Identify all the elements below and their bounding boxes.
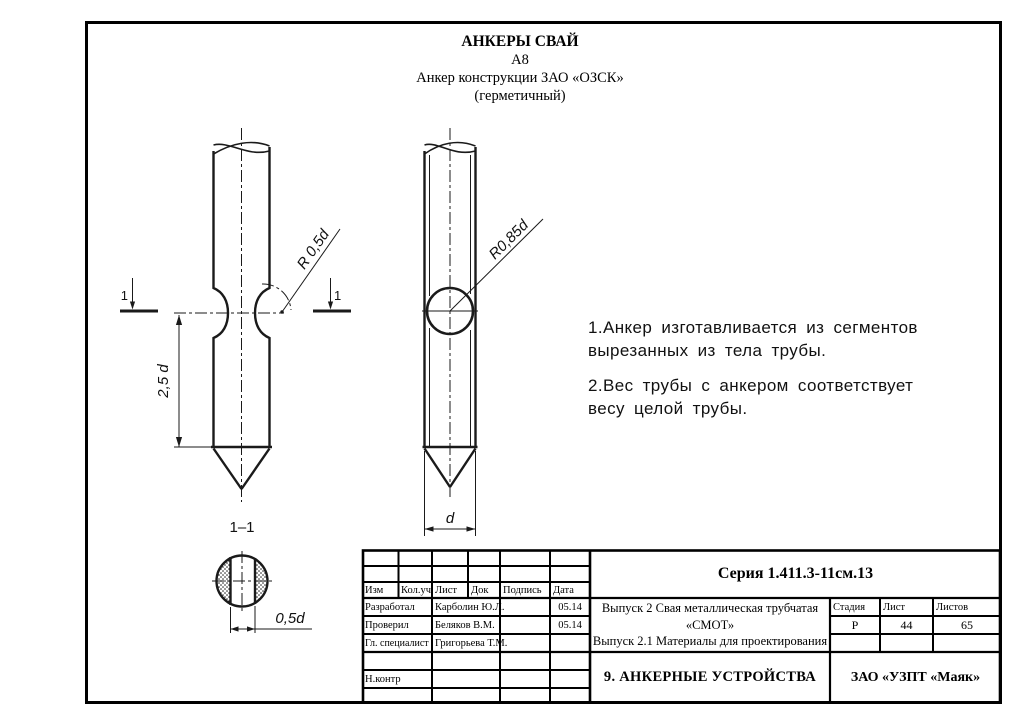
issue-line-2: «СМОТ» xyxy=(685,617,735,632)
note-2: 2.Вес трубы с анкером соответствует весу целой трубы. xyxy=(588,376,914,418)
staff-name-chief-specialist: Григорьева Т.М. xyxy=(435,637,508,649)
col-header-date: Дата xyxy=(553,584,574,596)
anchor-mark: А8 xyxy=(511,52,529,68)
issue-line-3: Выпуск 2.1 Материалы для проектирования xyxy=(592,634,828,649)
staff-role-chief-specialist: Гл. специалист xyxy=(365,637,429,649)
page-title: АНКЕРЫ СВАЙ xyxy=(461,33,579,50)
radius-leader xyxy=(450,219,543,311)
sheets-column-label: Листов xyxy=(936,601,969,613)
sheet-number: 44 xyxy=(900,617,913,632)
col-header-kol: Кол.уч xyxy=(401,584,431,596)
anchor-type: (герметичный) xyxy=(474,88,566,104)
section-width-label: 0,5d xyxy=(275,610,305,627)
col-header-sign: Подпись xyxy=(503,584,542,596)
section-view-label: 1–1 xyxy=(229,519,255,536)
note-1: 1.Анкер изготавливается из сегментов вырезанных из тела трубы. xyxy=(588,318,918,360)
diameter-label: d xyxy=(445,510,455,527)
section-mark-label-left: 1 xyxy=(120,288,128,303)
col-header-izm: Изм xyxy=(365,584,384,596)
company-name: ЗАО «УЗПТ «Маяк» xyxy=(850,669,981,685)
right-pile-view xyxy=(422,128,543,536)
staff-role-developer: Разработал xyxy=(365,601,415,613)
section-title: 9. АНКЕРНЫЕ УСТРОЙСТВА xyxy=(603,669,817,685)
staff-date-developer: 05.14 xyxy=(558,601,582,613)
staff-name-developer: Карболин Ю.Л. xyxy=(435,601,505,613)
staff-date-checker: 05.14 xyxy=(558,619,582,631)
col-header-dok: Док xyxy=(471,584,489,596)
left-pile-view xyxy=(120,128,351,502)
radius-label-left-pile: R 0,5d xyxy=(293,226,333,273)
issue-description xyxy=(590,598,830,652)
length-dimension-label: 2,5 d xyxy=(155,364,172,398)
stage-column-label: Стадия xyxy=(833,601,866,613)
anchor-description: Анкер конструкции ЗАО «ОЗСК» xyxy=(416,70,624,86)
sheet-column-label: Лист xyxy=(883,601,905,613)
issue-line-1: Выпуск 2 Свая металлическая трубчатая xyxy=(601,601,819,616)
col-header-list: Лист xyxy=(435,584,457,596)
staff-name-checker: Беляков В.М. xyxy=(435,619,495,631)
sheets-total: 65 xyxy=(961,617,973,632)
staff-role-checker: Проверил xyxy=(365,619,409,631)
series-designation: Серия 1.411.3-11см.13 xyxy=(717,565,874,582)
section-mark-label-right: 1 xyxy=(334,288,342,303)
radius-label-right-pile: R0,85d xyxy=(485,216,532,263)
staff-role-norm-control: Н.контр xyxy=(365,673,401,685)
title-block xyxy=(363,550,1001,703)
stage-value: Р xyxy=(851,617,859,632)
